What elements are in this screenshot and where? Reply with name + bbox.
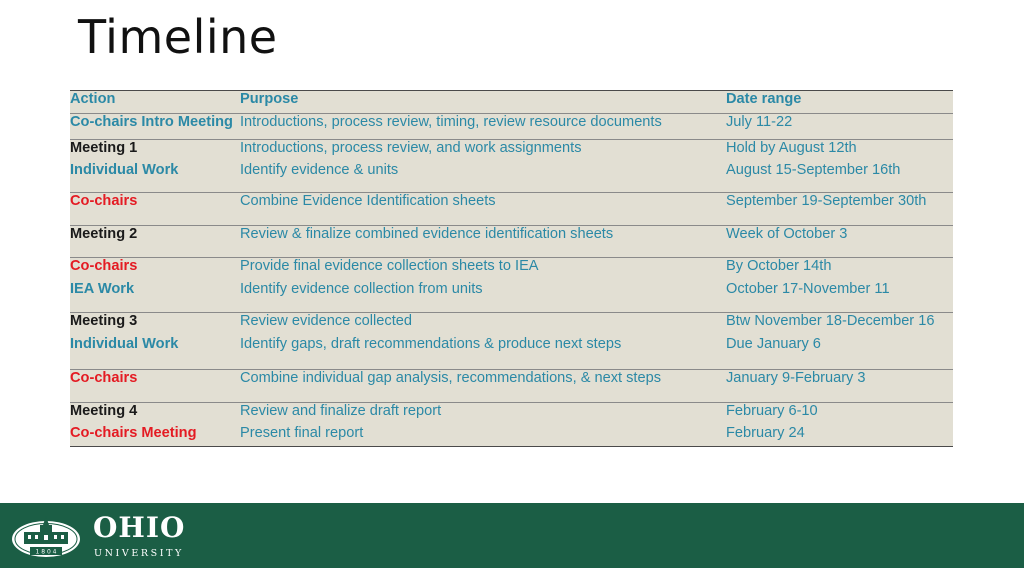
table-row xyxy=(70,162,953,193)
table-row xyxy=(70,281,953,313)
logo-name: OHIO xyxy=(93,511,186,544)
date-range-cell: August 15-September 16th xyxy=(726,161,901,178)
table-row xyxy=(70,193,953,226)
emblem-year: 1 8 0 4 xyxy=(35,548,57,556)
logo-subtitle: UNIVERSITY xyxy=(94,548,184,559)
action-cell: Meeting 2 xyxy=(70,226,138,242)
date-range-cell: February 24 xyxy=(726,424,805,441)
purpose-cell: Identify evidence collection from units xyxy=(240,280,483,297)
purpose-cell: Introductions, process review, timing, review resource documents xyxy=(240,114,662,130)
action-cell: Meeting 1 xyxy=(70,140,138,156)
table-row xyxy=(70,336,953,370)
table-row xyxy=(70,258,953,281)
action-cell: Co-chairs xyxy=(70,370,138,386)
purpose-cell: Combine Evidence Identification sheets xyxy=(240,193,496,209)
date-range-cell: July 11-22 xyxy=(726,114,793,130)
table-row xyxy=(70,226,953,258)
table-row xyxy=(70,313,953,336)
purpose-cell: Combine individual gap analysis, recommendations, & next steps xyxy=(240,370,662,386)
action-cell: Meeting 4 xyxy=(70,403,138,419)
purpose-cell: Review evidence collected xyxy=(240,313,412,329)
action-cell: Co-chairs Intro Meeting xyxy=(70,114,233,130)
ohio-university-cutler-hall-emblem-icon xyxy=(10,515,82,559)
date-range-cell: By October 14th xyxy=(726,258,832,274)
action-cell: Co-chairs xyxy=(70,258,138,274)
date-range-cell: October 17-November 11 xyxy=(726,280,890,297)
purpose-cell: Provide final evidence collection sheets to IEA xyxy=(240,258,539,274)
purpose-cell: Review & finalize combined evidence identification sheets xyxy=(240,226,614,242)
header-date-range: Date range xyxy=(726,91,802,107)
action-cell: IEA Work xyxy=(70,280,135,297)
date-range-cell: Due January 6 xyxy=(726,335,821,352)
table-row xyxy=(70,370,953,403)
date-range-cell: Btw November 18-December 16 xyxy=(726,313,935,329)
purpose-cell: Introductions, process review, and work assignments xyxy=(240,140,582,156)
date-range-cell: February 6-10 xyxy=(726,403,818,419)
table-row xyxy=(70,114,953,140)
date-range-cell: September 19-September 30th xyxy=(726,193,927,209)
date-range-cell: January 9-February 3 xyxy=(726,370,866,386)
slide-title: Timeline xyxy=(78,10,278,64)
header-action: Action xyxy=(70,91,116,107)
action-cell: Individual Work xyxy=(70,161,179,178)
purpose-cell: Review and finalize draft report xyxy=(240,403,442,419)
table-header-row xyxy=(70,91,953,114)
purpose-cell: Present final report xyxy=(240,424,364,441)
footer-bar xyxy=(0,503,1024,568)
action-cell: Meeting 3 xyxy=(70,313,138,329)
date-range-cell: Week of October 3 xyxy=(726,226,848,242)
table-row xyxy=(70,140,953,162)
purpose-cell: Identify evidence & units xyxy=(240,161,399,178)
table-body xyxy=(70,114,953,447)
action-cell: Individual Work xyxy=(70,335,179,352)
action-cell: Co-chairs Meeting xyxy=(70,424,197,441)
purpose-cell: Identify gaps, draft recommendations & produce next steps xyxy=(240,335,622,352)
table-row xyxy=(70,403,953,425)
timeline-table xyxy=(70,90,953,447)
header-purpose: Purpose xyxy=(240,91,299,107)
date-range-cell: Hold by August 12th xyxy=(726,140,857,156)
table-row xyxy=(70,425,953,447)
action-cell: Co-chairs xyxy=(70,193,138,209)
